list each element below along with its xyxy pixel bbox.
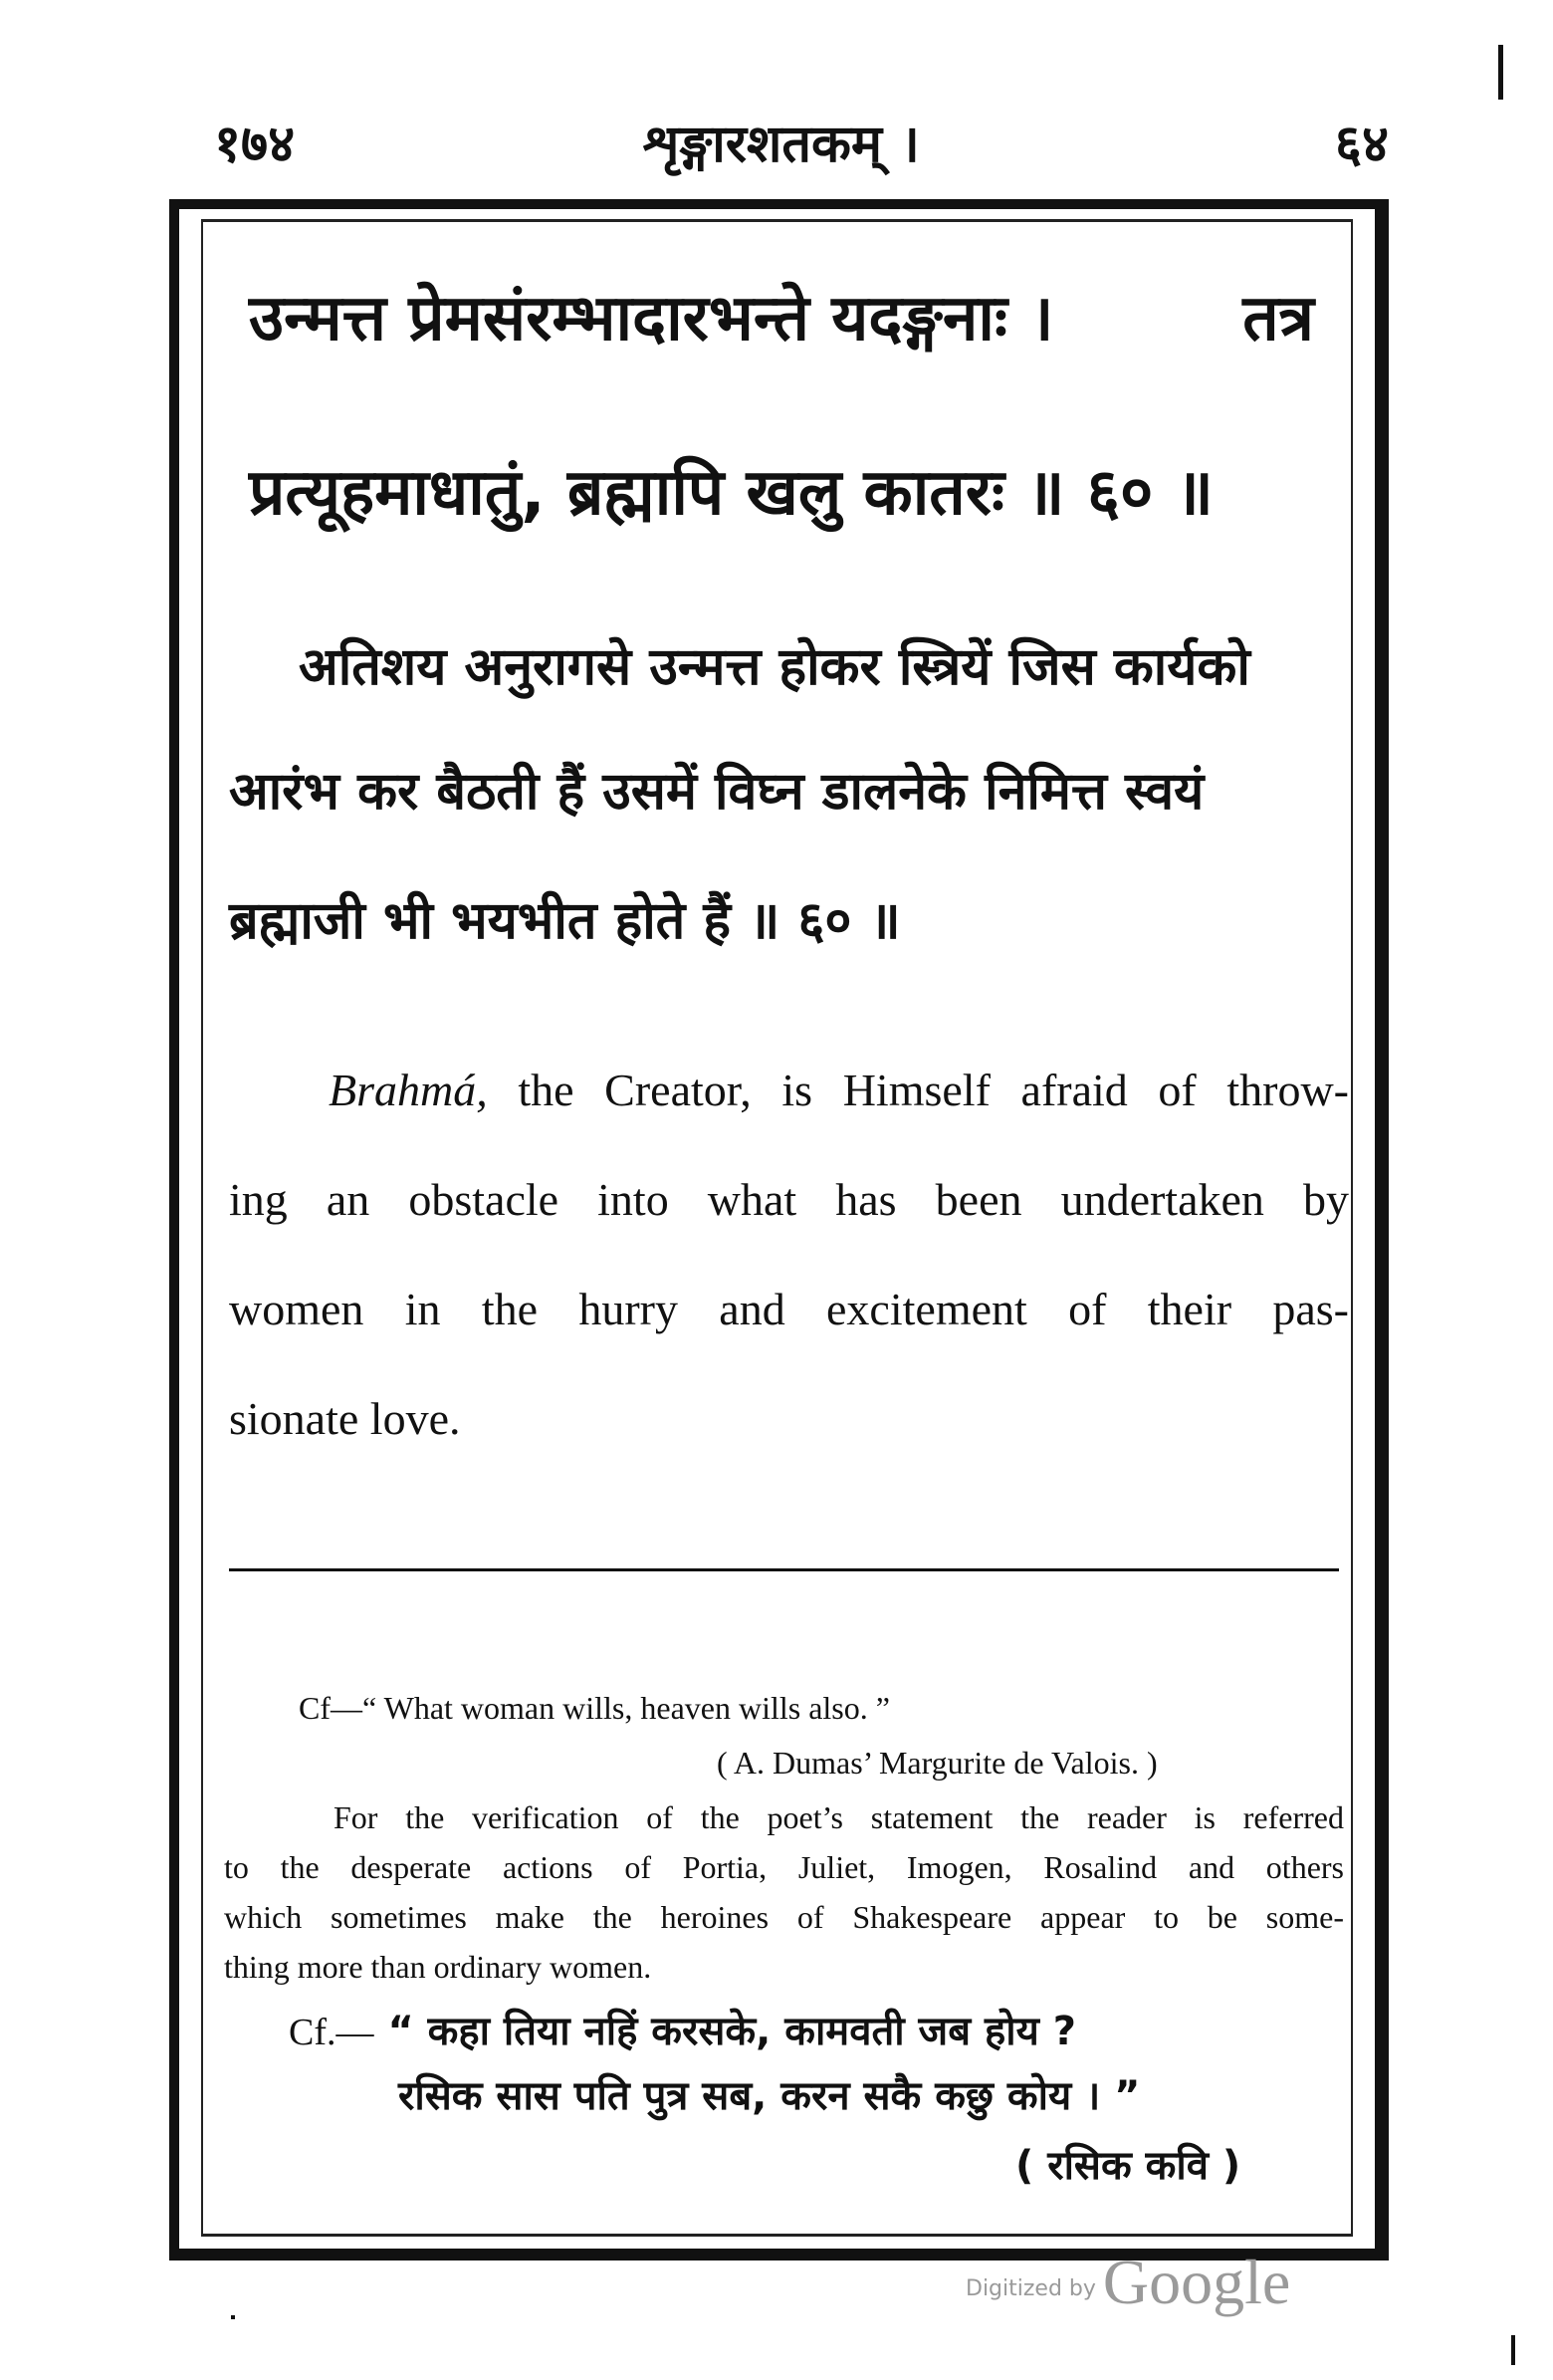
footnote-cf-doha	[289, 2002, 1076, 2062]
doha-line-1: “ कहा तिया नहिं करसके, कामवती जब होय ?	[387, 2009, 1076, 2054]
english-line-1	[229, 1036, 1349, 1145]
footnote-cf-dumas: Cf—“ What woman wills, heaven wills also. ”	[299, 1690, 890, 1726]
footnote-citation-dumas: ( A. Dumas’ Margurite de Valois. )	[717, 1745, 1158, 1781]
doha-citation: ( रसिक कवि )	[1015, 2143, 1241, 2189]
english-translation	[229, 1036, 1349, 1474]
watermark-text: Digitized by	[966, 2276, 1103, 2301]
page-header	[174, 110, 1389, 179]
scan-mark-bottom-right	[1511, 2335, 1515, 2365]
footnote-shakespeare	[224, 1792, 1344, 1992]
hindi-translation-line-3: ब्रह्माजी भी भयभीत होते हैं ॥ ६० ॥	[229, 891, 901, 951]
hindi-translation-line-1: अतिशय अनुरागसे उन्मत्त होकर स्त्रियें जिस कार्यको	[299, 637, 1250, 697]
scan-dot	[231, 2315, 235, 2319]
verse-line-1	[249, 254, 1374, 383]
note-line-3: which sometimes make the heroines of Shakespeare appear to be some-	[224, 1899, 1344, 1935]
verse-line-2: प्रत्यूहमाधातुं, ब्रह्मापि खलु कातरः ॥ ६० ॥	[249, 456, 1214, 530]
english-line-1-rest: the Creator, is Himself afraid of throw-	[487, 1065, 1349, 1115]
page-number-right: ६४	[1334, 115, 1389, 174]
google-logo: Google	[1102, 2247, 1291, 2317]
english-line-3: women in the hurry and excitement of their pas-	[229, 1284, 1349, 1334]
hindi-translation-line-2: आरंभ कर बैठती हैं उसमें विघ्न डालनेके निमित्त स्वयं	[229, 762, 1205, 822]
page-number-left: १७४	[214, 115, 296, 174]
english-line-2: ing an obstacle into what has been undertaken by	[229, 1174, 1349, 1225]
brahma-italic: Brahmá,	[329, 1065, 488, 1115]
cf-label: Cf.—	[289, 2012, 374, 2053]
note-line-2: to the desperate actions of Portia, Juliet, Imogen, Rosalind and others	[224, 1849, 1344, 1885]
note-line-1: For the verification of the poet’s statement the reader is referred	[333, 1799, 1344, 1835]
scan-mark-top-right	[1498, 45, 1503, 100]
verse-line-1-main: उन्मत्त प्रेमसंरम्भादारभन्ते यदङ्गनाः ।	[249, 282, 1054, 356]
digitized-watermark	[966, 2246, 1290, 2319]
english-line-4: sionate love.	[229, 1393, 461, 1444]
verse-line-1-end: तत्र	[1242, 282, 1314, 356]
doha-line-2: रसिक सास पति पुत्र सब, करन सकै कछु कोय । ”	[398, 2073, 1141, 2119]
section-divider	[229, 1568, 1339, 1571]
note-line-4: thing more than ordinary women.	[224, 1949, 652, 1985]
running-title: शृङ्गारशतकम् ।	[643, 115, 920, 174]
